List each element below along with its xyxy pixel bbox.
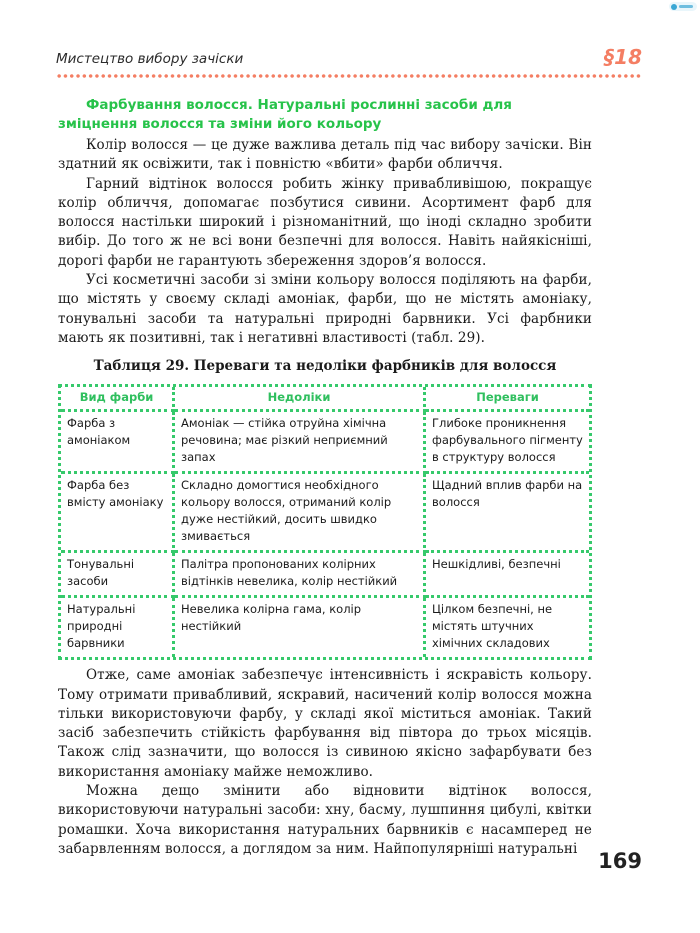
header-dotted-divider	[56, 74, 642, 78]
table-row	[61, 553, 589, 598]
column-header-cons: Недоліки	[175, 387, 426, 412]
cell-cons: Палітра пропонованих колірних відтінків невелика, колір нестійкий	[175, 553, 426, 598]
paragraph: Колір волосся — це дуже важлива деталь під час вибору зачіски. Він здатний як освіжити, так і повністю «вбити» фарби обличчя.	[58, 137, 592, 173]
cell-type: Фарба без вмісту амоніаку	[61, 474, 175, 553]
cell-pros: Цілком безпечні, не містять штучних хімічних складових	[432, 602, 553, 651]
cell-cons: Амоніак — стійка отруйна хімічна речовина; має різкий неприємний запах	[175, 412, 426, 474]
table-caption: Таблиця 29. Переваги та недоліки фарбників для волосся	[93, 358, 557, 375]
paragraph: Можна дещо змінити або відновити відтінок волосся, використовуючи натуральні засоби: хну, басму, лушпиння цибулі, квітки ромашки. Хоча використання натуральних барвників є насамперед не забарвленням волосся, а доглядом за ним. Найпопулярніші натуральні	[58, 783, 592, 857]
cell-pros: Глибоке проникнення фарбувального пігменту в структуру волосся	[426, 412, 589, 474]
paragraph: Гарний відтінок волосся робить жінку привабливішою, покращує колір обличчя, допомагає позбутися сивини. Асортимент фарб для волосся настільки широкий і різноманітний, що іноді складно зробити вибір. До того ж не всі вони безпечні для волосся. Навіть найякісніші, дорогі фарби не гарантують збереження здоров’я волосся.	[58, 175, 592, 269]
cell-pros: Нешкідливі, безпечні	[426, 553, 589, 598]
section-subtitle: Фарбування волосся. Натуральні рослинні засоби для зміцнення волосся та зміни його кольору	[58, 97, 512, 132]
cell-pros: Щадний вплив фарби на волосся	[426, 474, 589, 553]
running-header	[56, 46, 642, 70]
dyes-comparison-table	[58, 384, 592, 660]
page-content	[58, 96, 592, 859]
header-title: Мистецтво вибору зачіски	[56, 51, 244, 67]
cell-type: Тонувальні засоби	[61, 553, 175, 598]
table-header-row	[61, 387, 589, 412]
table-row	[61, 474, 589, 553]
cell-type: Фарба з амоніаком	[61, 412, 175, 474]
paragraph: Усі косметичні засоби зі зміни кольору волосся поділяють на фарби, що містять у своєму складі амоніак, фарби, що не містять амоніаку, тонувальні засоби та натуральні природні барвники. Усі фарбники мають як позитивні, так і негативні властивості (табл. 29).	[58, 272, 592, 346]
column-header-type: Вид фарби	[61, 387, 175, 412]
paragraph: Отже, саме амоніак забезпечує інтенсивність і яскравість кольору. Тому отримати привабливий, яскравий, насичений колір волосся можна тільки використовуючи фарбу, у складі якої міститься амоніак. Такий засіб забезпечить стійкість фарбування від півтора до трьох місяців. Також слід зазначити, що волосся із сивиною якісно зафарбувати без використання амоніаку майже неможливо.	[58, 667, 592, 780]
section-number: §18	[604, 45, 642, 69]
cell-type: Натуральні природні барвники	[61, 598, 175, 657]
table-row	[61, 412, 589, 474]
page-number: 169	[598, 849, 642, 873]
cell-cons: Складно домогтися необхідного кольору волосся, отриманий колір дуже нестійкий, досить швидко змивається	[175, 474, 426, 553]
publisher-logo-icon	[669, 2, 697, 11]
cell-cons: Невелика колірна гама, колір нестійкий	[175, 598, 426, 657]
table-row	[61, 598, 589, 657]
column-header-pros: Переваги	[426, 387, 589, 412]
